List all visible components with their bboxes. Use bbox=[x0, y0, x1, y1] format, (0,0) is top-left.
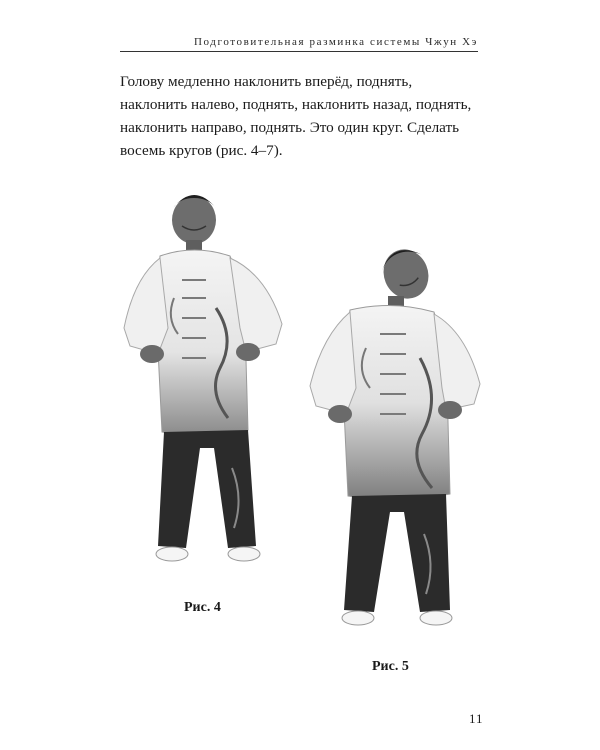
figure-4-caption: Рис. 4 bbox=[184, 600, 221, 615]
header-rule bbox=[120, 51, 478, 52]
instruction-paragraph: Голову медленно наклонить вперёд, поднять, наклонить налево, поднять, наклонить назад, поднять, наклонить направо, поднять. Это один круг. Сделать восемь кругов (рис. 4–7). bbox=[120, 73, 472, 159]
person-head-bowed-forward-illustration bbox=[116, 178, 300, 576]
page-number: 11 bbox=[469, 711, 484, 726]
figure-5-caption: Рис. 5 bbox=[372, 659, 409, 674]
figure-5-photo bbox=[296, 238, 484, 636]
running-header: Подготовительная разминка системы Чжун Хэ bbox=[193, 36, 478, 48]
person-head-tilted-side-illustration bbox=[296, 238, 484, 636]
figure-4-photo bbox=[116, 178, 300, 576]
